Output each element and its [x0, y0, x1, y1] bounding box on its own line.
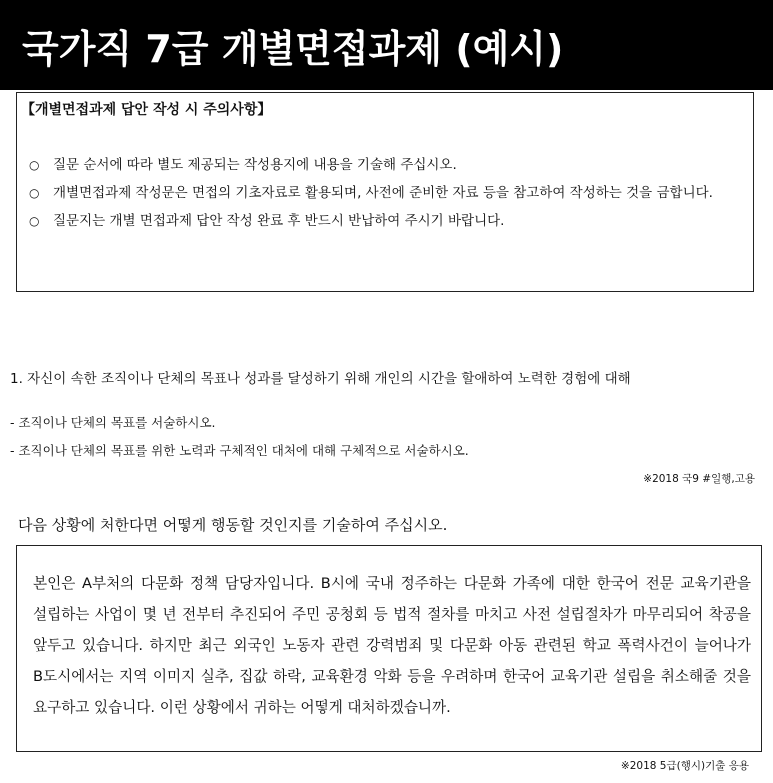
notice-box — [16, 92, 754, 292]
page-title: 국가직 7급 개별면접과제 (예시) — [22, 27, 564, 71]
title-bar — [0, 0, 773, 90]
question-1-sub-item: - 조직이나 단체의 목표를 위한 노력과 구체적인 대처에 대해 구체적으로 서술하시오. — [10, 443, 469, 458]
notice-heading: 【개별면접과제 답안 작성 시 주의사항】 — [21, 102, 272, 118]
notice-list — [25, 151, 747, 235]
question-1-source: ※2018 국9 #일행,고용 — [643, 473, 755, 485]
scenario-text: 본인은 A부처의 다문화 정책 담당자입니다. B시에 국내 정주하는 다문화 가족에 대한 한국어 전문 교육기관을 설립하는 사업이 몇 년 전부터 추진되어 주민 공청회 등 법적 절차를 마치고 사전 설립절차가 마무리되어 착공을 앞두고 있습니다. 하지만 최근 외국인 노동자 관련 강력범죄 및 다문화 아동 관련된 학교 폭력사건이 늘어나가 B도시에서는 지역 이미지 실추, 집값 하락, 교육환경 악화 등을 우려하며 한국어 교육기관 설립을 취소해줄 것을 요구하고 있습니다. 이런 상황에서 귀하는 어떻게 대처하겠습니까. — [33, 575, 751, 716]
question-1-sub-item: - 조직이나 단체의 목표를 서술하시오. — [10, 415, 216, 430]
list-item — [25, 151, 747, 179]
question-1-heading: 1. 자신이 속한 조직이나 단체의 목표나 성과를 달성하기 위해 개인의 시간을 할애하여 노력한 경험에 대해 — [10, 371, 631, 387]
list-item — [25, 207, 747, 235]
scenario-box — [16, 545, 762, 752]
circle-bullet-icon: ○ — [29, 158, 40, 172]
circle-bullet-icon: ○ — [29, 214, 40, 228]
list-item — [25, 179, 747, 207]
notice-item-text: 질문지는 개별 면접과제 답안 작성 완료 후 반드시 반납하여 주시기 바랍니다. — [53, 213, 505, 229]
circle-bullet-icon: ○ — [29, 186, 40, 200]
question-2-instruction: 다음 상황에 처한다면 어떻게 행동할 것인지를 기술하여 주십시오. — [18, 516, 448, 534]
notice-item-text: 개별면접과제 작성문은 면접의 기초자료로 활용되며, 사전에 준비한 자료 등을 참고하여 작성하는 것을 금합니다. — [53, 185, 713, 201]
question-2-source: ※2018 5급(행시)기출 응용 — [620, 760, 749, 772]
notice-item-text: 질문 순서에 따라 별도 제공되는 작성용지에 내용을 기술해 주십시오. — [53, 157, 457, 173]
